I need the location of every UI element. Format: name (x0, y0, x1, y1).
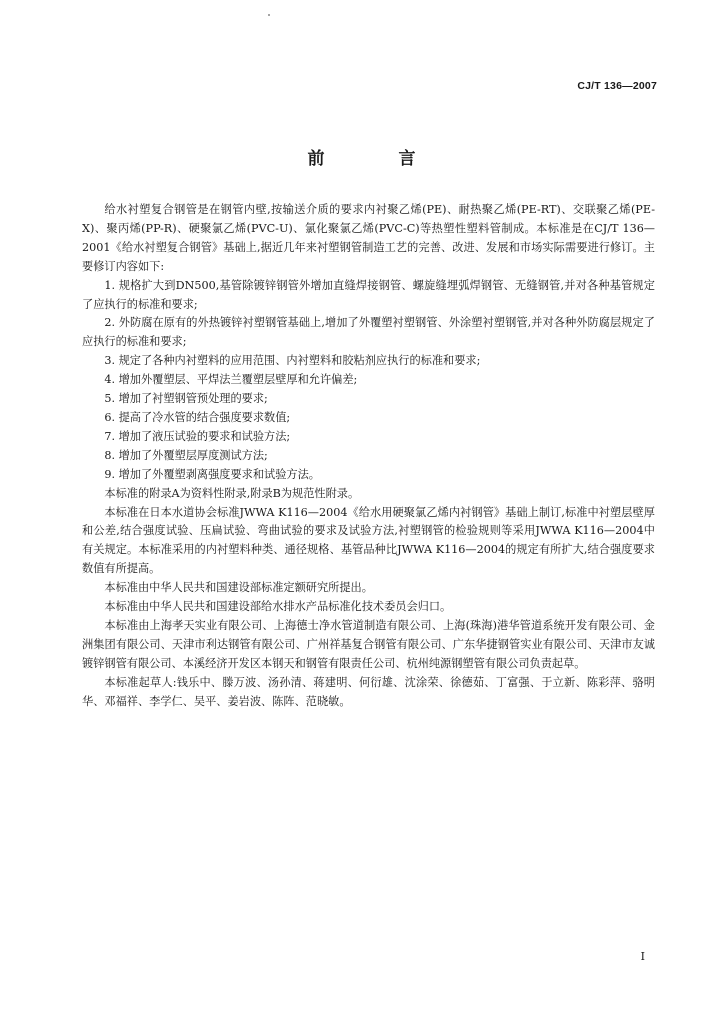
paragraph: 本标准起草人:钱乐中、滕万波、汤孙清、蒋建明、何衍雄、沈涂荣、徐德茹、丁富强、于立新、陈彩萍、骆明华、邓福祥、李学仁、吴平、姜岩波、陈阵、范晓敏。 (82, 675, 655, 708)
body-text (82, 201, 655, 711)
list-item: 9. 增加了外覆塑剥离强度要求和试验方法。 (104, 467, 320, 481)
list-item: 1. 规格扩大到DN500,基管除镀锌钢管外增加直缝焊接钢管、螺旋缝埋弧焊钢管、无缝钢管,并对各种基管规定了应执行的标准和要求; (82, 278, 655, 311)
scan-speck (268, 14, 270, 16)
standard-code: CJ/T 136—2007 (577, 80, 657, 92)
page-number: I (640, 950, 645, 963)
paragraph: 本标准由中华人民共和国建设部给水排水产品标准化技术委员会归口。 (104, 600, 452, 614)
paragraph: 本标准的附录A为资料性附录,附录B为规范性附录。 (104, 486, 360, 500)
paragraph: 本标准由上海孝天实业有限公司、上海德士净水管道制造有限公司、上海(珠海)港华管道系统开发有限公司、金洲集团有限公司、天津市利达钢管有限公司、广州祥基复合钢管有限公司、广东华捷钢管实业有限公司、天津市友诚镀锌钢管有限公司、本溪经济开发区本钢天和钢管有限责任公司、杭州纯源钢塑管有限公司负责起草。 (82, 618, 655, 670)
list-item: 2. 外防腐在原有的外热镀锌衬塑钢管基础上,增加了外覆塑衬塑钢管、外涂塑衬塑钢管,并对各种外防腐层规定了应执行的标准和要求; (82, 316, 655, 349)
page-title: 前 言 (307, 149, 450, 169)
paragraph: 本标准由中华人民共和国建设部标准定额研究所提出。 (104, 581, 373, 595)
paragraph: 本标准在日本水道协会标准JWWA K116—2004《给水用硬聚氯乙烯内衬钢管》基础上制订,标准中衬塑层壁厚和公差,结合强度试验、压扁试验、弯曲试验的要求及试验方法,衬塑钢管的检验规则等采用JWWA K116—2004中有关规定。本标准采用的内衬塑料种类、通径规格、基管品种比JWWA K116—2004的规定有所扩大,结合强度要求数值有所提高。 (82, 505, 655, 576)
list-item: 7. 增加了液压试验的要求和试验方法; (104, 429, 291, 443)
paragraph: 给水衬塑复合钢管是在钢管内壁,按输送介质的要求内衬聚乙烯(PE)、耐热聚乙烯(PE-RT)、交联聚乙烯(PE-X)、聚丙烯(PP-R)、硬聚氯乙烯(PVC-U)、氯化聚氯乙烯(PVC-C)等热塑性塑料管制成。本标准是在CJ/T 136—2001《给水衬塑复合钢管》基础上,据近几年来衬塑钢管制造工艺的完善、改进、发展和市场实际需要进行修订。主要修订内容如下: (82, 203, 655, 273)
list-item: 4. 增加外覆塑层、平焊法兰覆塑层壁厚和允许偏差; (104, 373, 358, 387)
list-item: 5. 增加了衬塑钢管预处理的要求; (104, 392, 268, 406)
list-item: 6. 提高了冷水管的结合强度要求数值; (104, 410, 291, 424)
list-item: 8. 增加了外覆塑层厚度测试方法; (104, 448, 268, 462)
list-item: 3. 规定了各种内衬塑料的应用范围、内衬塑料和胶粘剂应执行的标准和要求; (104, 354, 481, 368)
